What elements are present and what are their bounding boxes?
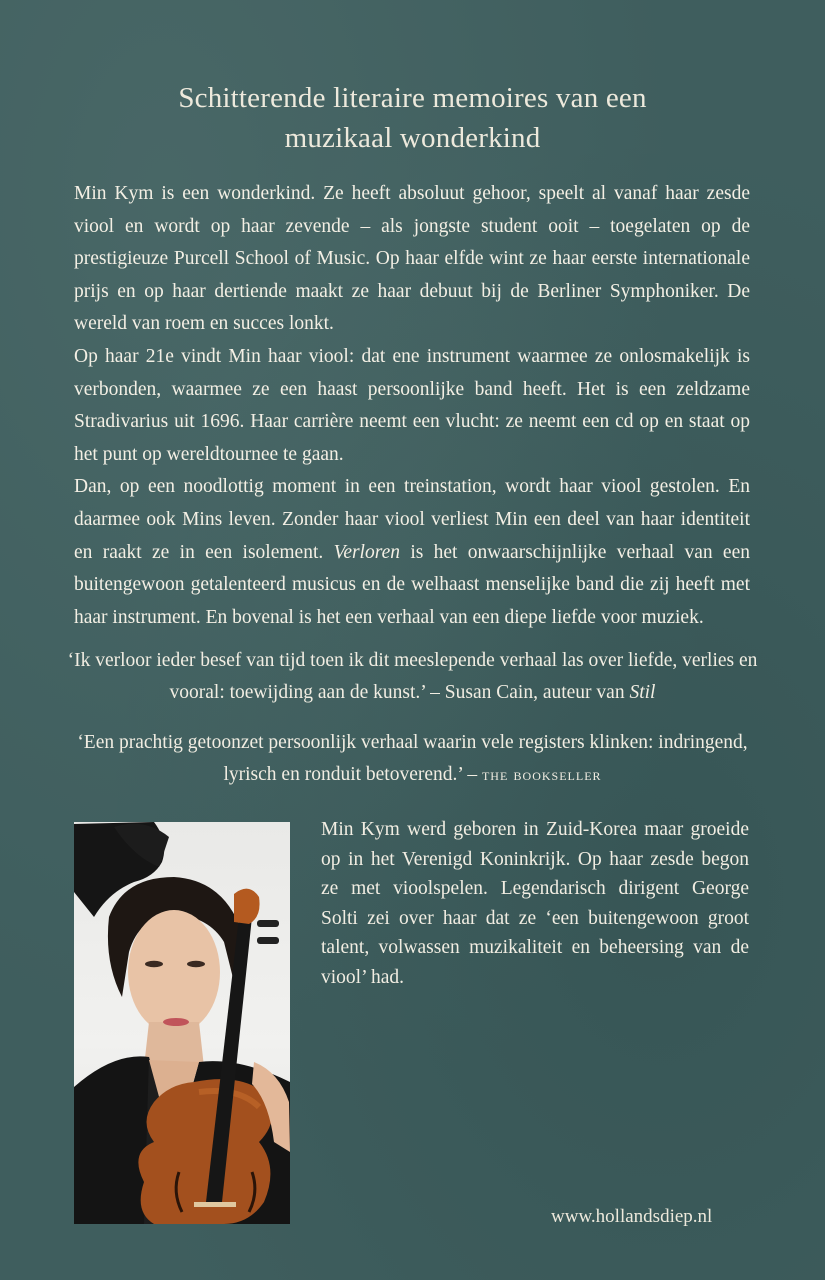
headline-line-2: muzikaal wonderkind xyxy=(284,122,541,154)
quote-bookseller xyxy=(60,727,765,791)
author-photo xyxy=(74,822,290,1224)
blurb-paragraph-2: Op haar 21e vindt Min haar viool: dat ene instrument waarmee ze onlosmakelijk is verbonden, waarmee ze een haast persoonlijke band heeft. Het is een zeldzame Stradivarius uit 1696. Haar carrière neemt een vlucht: ze neemt een cd op en staat op het punt op wereldtournee te gaan. xyxy=(74,345,750,465)
blurb-p3-end: is het onwaarschijnlijke verhaal van een buitengewoon getalenteerd musicus en de welhaast menselijke band die zij heeft met haar instrument. En bovenal is het een verhaal van een diepe liefde voor muziek. xyxy=(74,541,750,628)
blurb-p3-start: Dan, op een noodlottig moment in een treinstation, wordt haar viool gestolen. En daarmee ook Mins leven. Zonder haar viool verliest Min een deel van haar identiteit en raakt ze in een isolement. xyxy=(74,476,750,563)
headline xyxy=(0,78,825,158)
quote-text: ‘Een prachtig getoonzet persoonlijk verhaal waarin vele registers klinken: indringend, lyrisch en ronduit betoverend.’ – xyxy=(77,732,748,785)
quote-susan-cain xyxy=(60,645,765,709)
review-quotes xyxy=(60,645,765,809)
book-title: Verloren xyxy=(333,541,400,563)
blurb-paragraph-3 xyxy=(74,471,750,634)
blurb xyxy=(74,178,750,634)
headline-line-1: Schitterende literaire memoires van een xyxy=(178,82,647,114)
author-bio: Min Kym werd geboren in Zuid-Korea maar groeide op in het Verenigd Koninkrijk. Op haar zesde begon ze met vioolspelen. Legendarisch dirigent George Solti zei over haar dat ze ‘een buitengewoon groot talent, volwassen muzikaliteit en beheersing van de viool’ had. xyxy=(321,819,749,988)
quote-source: the bookseller xyxy=(481,765,602,784)
quote-source-title: Stil xyxy=(629,682,656,703)
quote-text: ‘Ik verloor ieder besef van tijd toen ik dit meeslepende verhaal las over liefde, verlies en vooral: toewijding aan de kunst.’ – Susan Cain, auteur van xyxy=(67,650,758,703)
author-portrait-icon xyxy=(74,822,290,1224)
blurb-paragraph-1: Min Kym is een wonderkind. Ze heeft absoluut gehoor, speelt al vanaf haar zesde viool en wordt op haar zevende – als jongste student ooit – toegelaten op de prestigieuze Purcell School of Music. Op haar elfde wint ze haar eerste internationale prijs en op haar dertiende maakt ze haar debuut bij de Berliner Symphoniker. De wereld van roem en succes lonkt. xyxy=(74,183,750,335)
publisher-url[interactable]: www.hollandsdiep.nl xyxy=(551,1206,713,1227)
